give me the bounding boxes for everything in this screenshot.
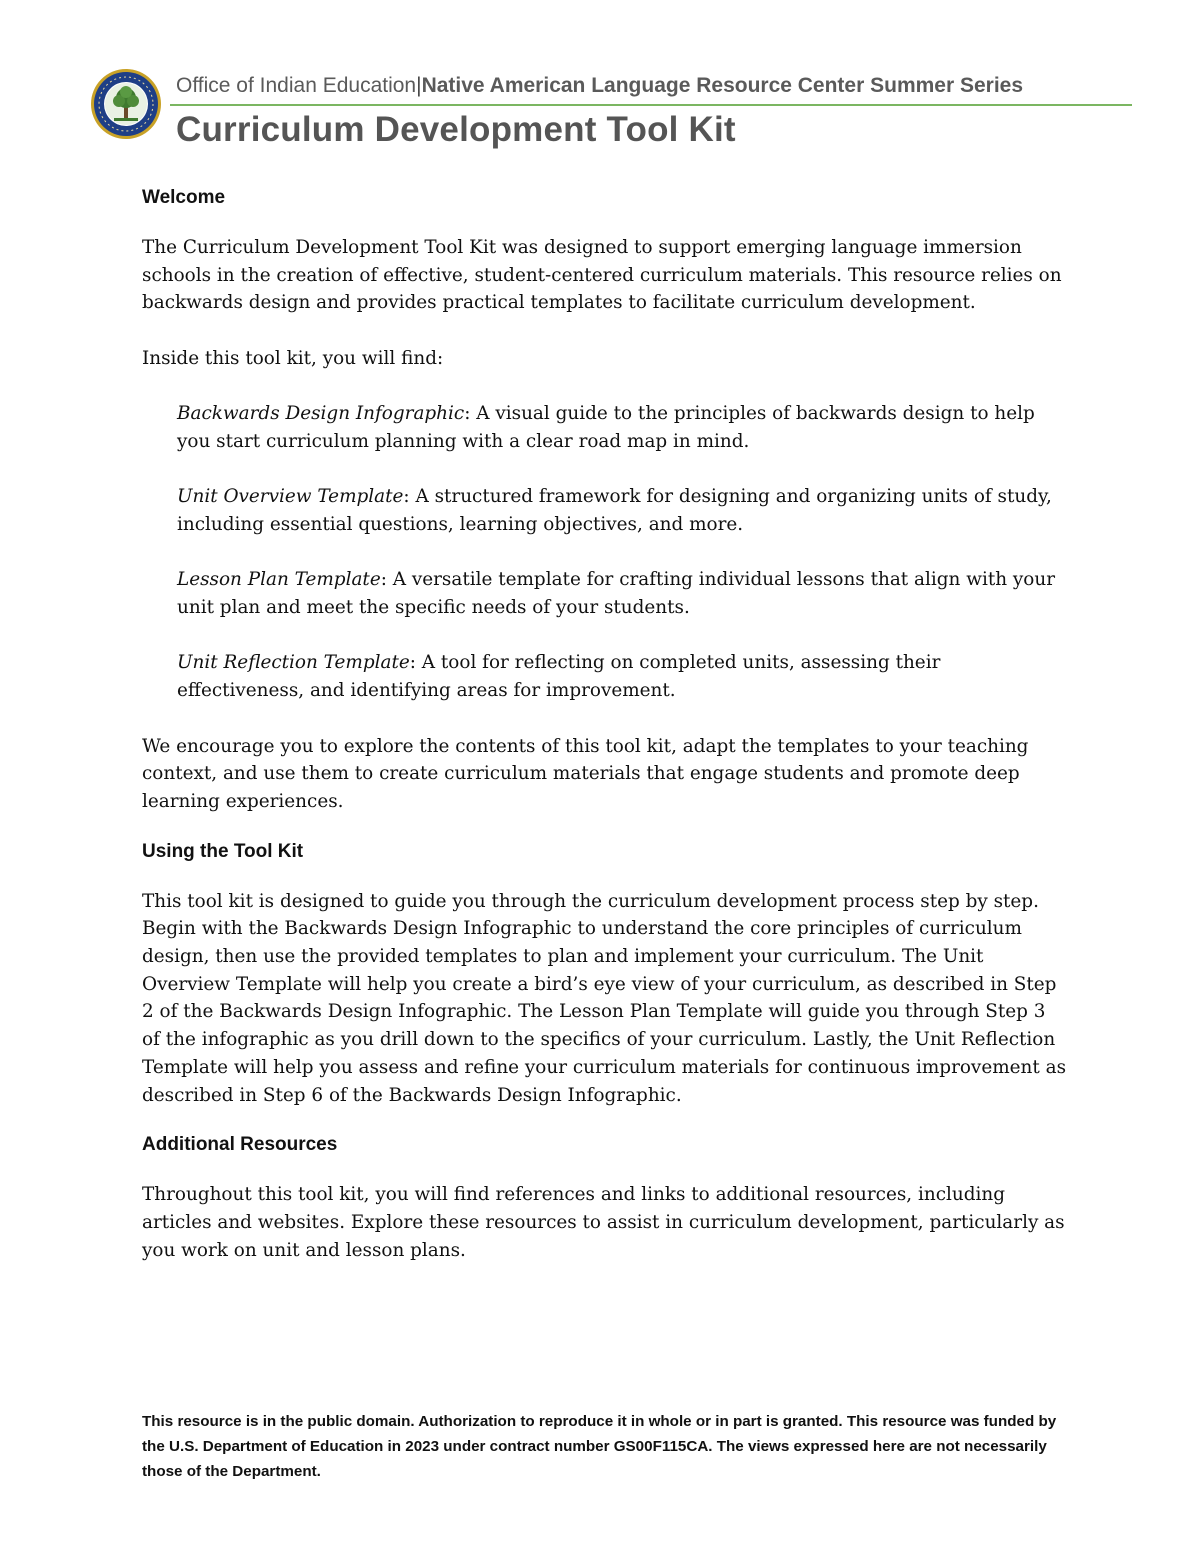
list-item [177, 483, 1067, 538]
item-name: Backwards Design Infographic [177, 403, 465, 425]
list-item [177, 400, 1067, 455]
office-name: Office of Indian Education [176, 74, 417, 97]
additional-heading: Additional Resources [142, 1134, 338, 1156]
item-description: : A structured framework for designing and organizing units of study, including essential questions, learning objectives, and more. [177, 486, 1052, 535]
list-item [177, 649, 1067, 704]
welcome-closing: We encourage you to explore the contents of this tool kit, adapt the templates to your teaching context, and use them to create curriculum materials that engage students and promote deep learning experiences. [142, 735, 1029, 812]
list-item [177, 566, 1067, 621]
header-divider [170, 104, 1132, 106]
item-name: Unit Reflection Template [177, 652, 410, 674]
item-description: : A tool for reflecting on completed units, assessing their effectiveness, and identifying areas for improvement. [177, 652, 941, 702]
item-description: : A versatile template for crafting individual lessons that align with your unit plan and meet the specific needs of your students. [177, 569, 1056, 619]
document-title: Curriculum Development Tool Kit [176, 110, 736, 149]
document-body [142, 180, 1067, 1264]
welcome-intro: The Curriculum Development Tool Kit was designed to support emerging language immersion schools in the creation of effective, student-centered curriculum materials. This resource relies on backwards design and provides practical templates to facilitate curriculum development. [142, 237, 1062, 314]
header-office-line [176, 74, 1023, 98]
using-heading: Using the Tool Kit [142, 840, 304, 862]
header-separator: | [416, 74, 422, 97]
item-name: Unit Overview Template [177, 486, 404, 508]
department-seal-icon [90, 68, 162, 140]
footer-disclaimer: This resource is in the public domain. Authorization to reproduce it in whole or in part is granted. This resource was funded by the U.S. Department of Education in 2023 under contract number GS00F115CA. The views expressed here are not necessarily those of the Department. [142, 1413, 1057, 1480]
using-body: This tool kit is designed to guide you through the curriculum development process step by step. Begin with the Backwards Design Infographic to understand the core principles of curriculum design, then use the provided templates to plan and implement your curriculum. The Unit Overview Template will help you create a bird’s eye view of your curriculum, as described in Step 2 of the Backwards Design Infographic. The Lesson Plan Template will guide you through Step 3 of the infographic as you drill down to the specifics of your curriculum. Lastly, the Unit Reflection Template will help you assess and refine your curriculum materials for continuous improvement as described in Step 6 of the Backwards Design Infographic. [142, 890, 1067, 1106]
series-name: Native American Language Resource Center Summer Series [421, 74, 1024, 97]
item-name: Lesson Plan Template [177, 569, 381, 591]
additional-body: Throughout this tool kit, you will find references and links to additional resources, including articles and websites. Explore these resources to assist in curriculum development, particularly as you work on unit and lesson plans. [142, 1184, 1065, 1261]
item-description: : A visual guide to the principles of backwards design to help you start curriculum planning with a clear road map in mind. [177, 403, 1035, 452]
inside-label: Inside this tool kit, you will find: [142, 347, 444, 369]
welcome-heading: Welcome [142, 187, 226, 208]
